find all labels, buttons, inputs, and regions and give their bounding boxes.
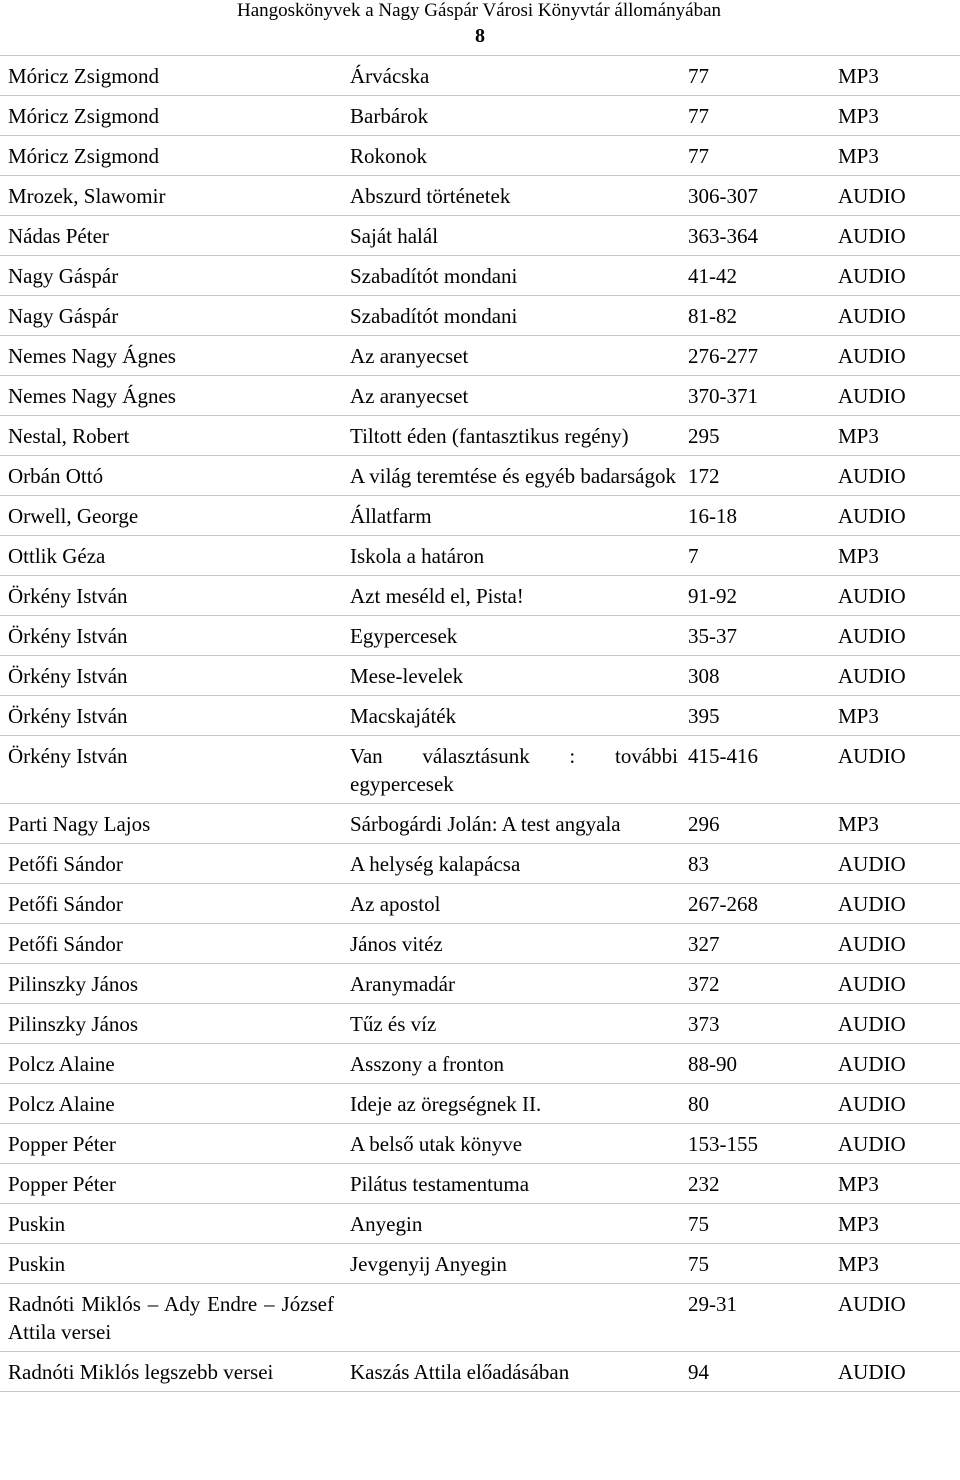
table-row: [0, 296, 960, 336]
table-row: [0, 656, 960, 696]
page-number: 8: [475, 25, 485, 47]
number-cell: 308: [688, 656, 838, 696]
number-cell: 306-307: [688, 176, 838, 216]
author-cell: Móricz Zsigmond: [0, 96, 350, 136]
title-cell: [350, 1284, 688, 1352]
author-cell: Nestal, Robert: [0, 416, 350, 456]
format-cell: MP3: [838, 536, 960, 576]
table-row: [0, 1284, 960, 1352]
number-cell: 77: [688, 136, 838, 176]
number-cell: 88-90: [688, 1044, 838, 1084]
title-cell: A világ teremtése és egyéb badarságok: [350, 456, 688, 496]
format-cell: AUDIO: [838, 964, 960, 1004]
table-row: [0, 924, 960, 964]
table-row: [0, 136, 960, 176]
table-row: [0, 336, 960, 376]
format-cell: AUDIO: [838, 1084, 960, 1124]
format-cell: AUDIO: [838, 1044, 960, 1084]
title-cell: Iskola a határon: [350, 536, 688, 576]
author-cell: Örkény István: [0, 616, 350, 656]
table-row: [0, 1204, 960, 1244]
title-cell: Az aranyecset: [350, 336, 688, 376]
format-cell: AUDIO: [838, 496, 960, 536]
format-cell: MP3: [838, 136, 960, 176]
table-row: [0, 1244, 960, 1284]
author-cell: Nemes Nagy Ágnes: [0, 336, 350, 376]
number-cell: 80: [688, 1084, 838, 1124]
format-cell: AUDIO: [838, 616, 960, 656]
author-cell: Mrozek, Slawomir: [0, 176, 350, 216]
title-cell: Asszony a fronton: [350, 1044, 688, 1084]
number-cell: 29-31: [688, 1284, 838, 1352]
table-row: [0, 1044, 960, 1084]
number-cell: 41-42: [688, 256, 838, 296]
number-cell: 363-364: [688, 216, 838, 256]
table-row: [0, 576, 960, 616]
title-cell: Állatfarm: [350, 496, 688, 536]
title-cell: Macskajáték: [350, 696, 688, 736]
number-cell: 91-92: [688, 576, 838, 616]
format-cell: AUDIO: [838, 736, 960, 804]
author-cell: Nemes Nagy Ágnes: [0, 376, 350, 416]
format-cell: AUDIO: [838, 376, 960, 416]
format-cell: MP3: [838, 1244, 960, 1284]
format-cell: AUDIO: [838, 924, 960, 964]
table-row: [0, 804, 960, 844]
format-cell: AUDIO: [838, 1124, 960, 1164]
title-cell: Anyegin: [350, 1204, 688, 1244]
format-cell: MP3: [838, 416, 960, 456]
author-cell: Parti Nagy Lajos: [0, 804, 350, 844]
number-cell: 296: [688, 804, 838, 844]
author-cell: Ottlik Géza: [0, 536, 350, 576]
table-row: [0, 884, 960, 924]
number-cell: 83: [688, 844, 838, 884]
number-cell: 370-371: [688, 376, 838, 416]
format-cell: AUDIO: [838, 176, 960, 216]
table-row: [0, 496, 960, 536]
table-row: [0, 536, 960, 576]
format-cell: MP3: [838, 96, 960, 136]
author-cell: Puskin: [0, 1244, 350, 1284]
title-cell: Árvácska: [350, 56, 688, 96]
author-cell: Örkény István: [0, 736, 350, 804]
table-row: [0, 964, 960, 1004]
format-cell: AUDIO: [838, 884, 960, 924]
format-cell: AUDIO: [838, 1004, 960, 1044]
number-cell: 415-416: [688, 736, 838, 804]
number-cell: 77: [688, 56, 838, 96]
format-cell: AUDIO: [838, 656, 960, 696]
title-cell: Szabadítót mondani: [350, 256, 688, 296]
title-cell: A helység kalapácsa: [350, 844, 688, 884]
author-cell: Petőfi Sándor: [0, 844, 350, 884]
format-cell: AUDIO: [838, 576, 960, 616]
format-cell: MP3: [838, 56, 960, 96]
author-cell: Örkény István: [0, 696, 350, 736]
header-title: Hangoskönyvek a Nagy Gáspár Városi Könyvtár állományában: [236, 0, 722, 21]
author-cell: Radnóti Miklós – Ady Endre – József Attila versei: [0, 1284, 350, 1352]
author-cell: Petőfi Sándor: [0, 884, 350, 924]
title-cell: Saját halál: [350, 216, 688, 256]
table-row: [0, 844, 960, 884]
number-cell: 372: [688, 964, 838, 1004]
audiobook-table: [0, 55, 960, 1392]
table-row: [0, 456, 960, 496]
title-cell: Rokonok: [350, 136, 688, 176]
format-cell: AUDIO: [838, 336, 960, 376]
table-row: [0, 376, 960, 416]
author-cell: Móricz Zsigmond: [0, 136, 350, 176]
table-row: [0, 1164, 960, 1204]
table-row: [0, 216, 960, 256]
author-cell: Petőfi Sándor: [0, 924, 350, 964]
format-cell: AUDIO: [838, 296, 960, 336]
number-cell: 232: [688, 1164, 838, 1204]
author-cell: Móricz Zsigmond: [0, 56, 350, 96]
title-cell: A belső utak könyve: [350, 1124, 688, 1164]
table-row: [0, 696, 960, 736]
table-row: [0, 256, 960, 296]
format-cell: MP3: [838, 804, 960, 844]
number-cell: 395: [688, 696, 838, 736]
number-cell: 75: [688, 1244, 838, 1284]
number-cell: 267-268: [688, 884, 838, 924]
number-cell: 81-82: [688, 296, 838, 336]
author-cell: Nádas Péter: [0, 216, 350, 256]
page-header: [0, 0, 960, 48]
number-cell: 35-37: [688, 616, 838, 656]
title-cell: Barbárok: [350, 96, 688, 136]
author-cell: Popper Péter: [0, 1164, 350, 1204]
format-cell: MP3: [838, 1164, 960, 1204]
title-cell: Jevgenyij Anyegin: [350, 1244, 688, 1284]
number-cell: 75: [688, 1204, 838, 1244]
table-row: [0, 416, 960, 456]
format-cell: AUDIO: [838, 1284, 960, 1352]
title-cell: Egypercesek: [350, 616, 688, 656]
title-cell: Van választásunk : további egypercesek: [350, 736, 688, 804]
title-cell: Pilátus testamentuma: [350, 1164, 688, 1204]
number-cell: 94: [688, 1352, 838, 1392]
title-cell: Tűz és víz: [350, 1004, 688, 1044]
author-cell: Pilinszky János: [0, 1004, 350, 1044]
number-cell: 7: [688, 536, 838, 576]
author-cell: Pilinszky János: [0, 964, 350, 1004]
title-cell: Azt meséld el, Pista!: [350, 576, 688, 616]
table-row: [0, 176, 960, 216]
audiobook-table-body: [0, 56, 960, 1392]
table-row: [0, 1124, 960, 1164]
format-cell: MP3: [838, 1204, 960, 1244]
title-cell: Kaszás Attila előadásában: [350, 1352, 688, 1392]
number-cell: 295: [688, 416, 838, 456]
title-cell: Mese-levelek: [350, 656, 688, 696]
author-cell: Nagy Gáspár: [0, 296, 350, 336]
title-cell: Tiltott éden (fantasztikus regény): [350, 416, 688, 456]
table-row: [0, 96, 960, 136]
author-cell: Orwell, George: [0, 496, 350, 536]
format-cell: AUDIO: [838, 216, 960, 256]
author-cell: Puskin: [0, 1204, 350, 1244]
number-cell: 77: [688, 96, 838, 136]
format-cell: AUDIO: [838, 456, 960, 496]
author-cell: Nagy Gáspár: [0, 256, 350, 296]
table-row: [0, 616, 960, 656]
author-cell: Radnóti Miklós legszebb versei: [0, 1352, 350, 1392]
author-cell: Örkény István: [0, 656, 350, 696]
format-cell: MP3: [838, 696, 960, 736]
title-cell: Abszurd történetek: [350, 176, 688, 216]
table-row: [0, 1352, 960, 1392]
title-cell: Ideje az öregségnek II.: [350, 1084, 688, 1124]
title-cell: János vitéz: [350, 924, 688, 964]
table-row: [0, 1004, 960, 1044]
number-cell: 153-155: [688, 1124, 838, 1164]
author-cell: Polcz Alaine: [0, 1044, 350, 1084]
title-cell: Az aranyecset: [350, 376, 688, 416]
number-cell: 373: [688, 1004, 838, 1044]
format-cell: AUDIO: [838, 844, 960, 884]
title-cell: Az apostol: [350, 884, 688, 924]
table-row: [0, 736, 960, 804]
author-cell: Popper Péter: [0, 1124, 350, 1164]
format-cell: AUDIO: [838, 1352, 960, 1392]
number-cell: 276-277: [688, 336, 838, 376]
author-cell: Orbán Ottó: [0, 456, 350, 496]
number-cell: 327: [688, 924, 838, 964]
format-cell: AUDIO: [838, 256, 960, 296]
table-row: [0, 56, 960, 96]
title-cell: Sárbogárdi Jolán: A test angyala: [350, 804, 688, 844]
number-cell: 16-18: [688, 496, 838, 536]
number-cell: 172: [688, 456, 838, 496]
table-row: [0, 1084, 960, 1124]
title-cell: Szabadítót mondani: [350, 296, 688, 336]
author-cell: Örkény István: [0, 576, 350, 616]
author-cell: Polcz Alaine: [0, 1084, 350, 1124]
title-cell: Aranymadár: [350, 964, 688, 1004]
